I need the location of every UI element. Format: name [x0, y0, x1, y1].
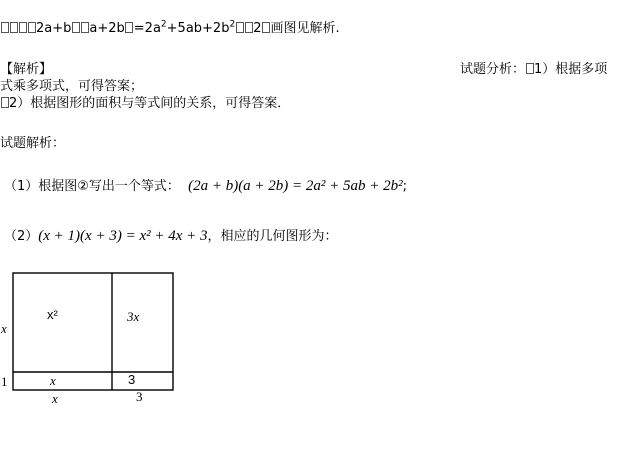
solution-label: 试题解析： — [0, 136, 66, 151]
part2-end: ，相应的几何图形为： — [207, 229, 338, 244]
side-x-label: x — [1, 321, 7, 336]
missing-glyph-icon — [19, 22, 27, 33]
analysis-item-1: 1）根据多项 — [534, 62, 608, 77]
answer-text-c: =2a — [133, 21, 161, 36]
cell-bottom-3-label: 3 — [128, 372, 136, 387]
answer-sup-d: 2 — [229, 19, 236, 30]
part2-equation: (x + 1)(x + 3) = x² + 4x + 3 — [38, 228, 208, 244]
under-x-label: x — [52, 391, 58, 406]
missing-glyph-icon — [10, 22, 18, 33]
missing-glyph-icon — [1, 97, 9, 108]
cell-3x-label: 3x — [127, 309, 140, 324]
part1-label: （1）根据图②写出一个等式： — [4, 179, 180, 194]
missing-glyph-icon — [81, 22, 89, 33]
jiexi-heading: 【解析】 — [0, 62, 53, 77]
cell-bottom-x-label: x — [50, 373, 56, 388]
cell-x2-label — [47, 307, 59, 322]
area-figure — [0, 265, 200, 415]
answer-sup-c: 2 — [160, 19, 167, 30]
analysis-heading — [460, 62, 607, 78]
analysis-item-2: 2）根据图形的面积与等式间的关系，可得答案． — [9, 96, 291, 111]
missing-glyph-icon — [28, 22, 36, 33]
missing-glyph-icon — [236, 22, 244, 33]
analysis-item-2-line — [0, 96, 290, 112]
answer-text-f: 画图见解析. — [270, 21, 340, 36]
analysis-continuation: 式乘多项式，可得答案； — [0, 79, 144, 94]
answer-text-b: a+2b — [89, 21, 125, 36]
missing-glyph-icon — [245, 22, 253, 33]
missing-glyph-icon — [125, 22, 133, 33]
missing-glyph-icon — [72, 22, 80, 33]
analysis-label: 试题分析： — [460, 62, 526, 77]
missing-glyph-icon — [262, 22, 270, 33]
side-1-label: 1 — [1, 374, 8, 389]
part1-end: ; — [402, 179, 408, 194]
part1-line — [4, 178, 407, 195]
missing-glyph-icon — [1, 22, 9, 33]
answer-text-d: +5ab+2b — [166, 21, 230, 36]
part2-label: （2） — [4, 229, 39, 244]
cell-x2-text: x² — [47, 307, 58, 322]
part2-line — [4, 228, 338, 245]
answer-text-a: 2a+b — [36, 21, 72, 36]
missing-glyph-icon — [526, 63, 534, 74]
under-3-label: 3 — [136, 389, 143, 404]
answer-text-e: 2 — [253, 21, 262, 36]
part1-equation: (2a + b)(a + 2b) = 2a² + 5ab + 2b² — [188, 178, 403, 194]
answer-line — [0, 21, 340, 37]
